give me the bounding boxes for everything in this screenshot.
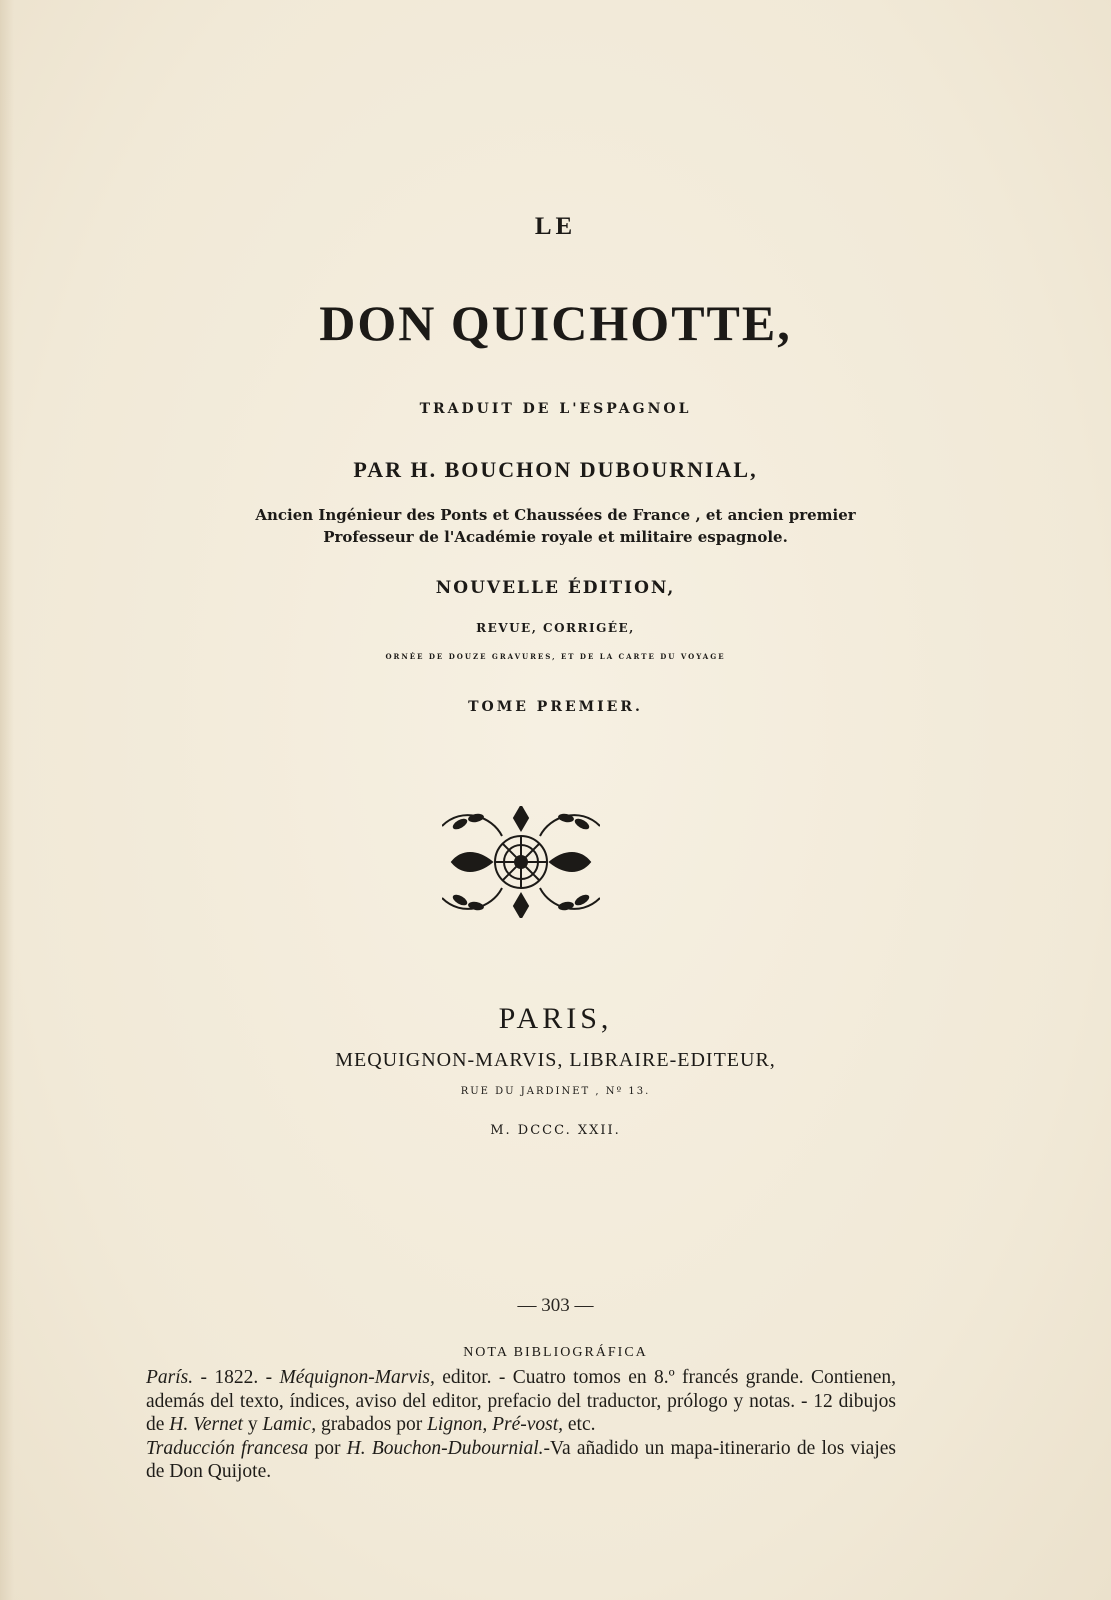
illustrations-label: ORNÉE DE DOUZE GRAVURES, ET DE LA CARTE DU VOYAGE	[385, 652, 726, 661]
note-paragraph-1	[146, 1366, 896, 1437]
book-title: DON QUICHOTTE,	[319, 295, 792, 351]
bibliographic-note	[146, 1366, 896, 1484]
note-text: etc.	[563, 1414, 596, 1435]
note-text: por	[308, 1437, 347, 1459]
translation-note: TRADUIT DE L'ESPAGNOL	[419, 401, 692, 417]
publisher-address: RUE DU JARDINET , Nº 13.	[460, 1086, 651, 1097]
note-translator: H. Bouchon-Dubournial.	[346, 1437, 544, 1459]
edition-label: NOUVELLE ÉDITION,	[435, 578, 676, 598]
note-text: grabados por	[316, 1414, 428, 1435]
note-artist: Lamic,	[262, 1414, 317, 1435]
translator-description-line-2: Professeur de l'Académie royale et militaire espagnole.	[323, 528, 788, 546]
note-text: editor. - Cuatro tomos en 8.º francés grande. Contienen, además del texto, índices, aviso del editor, prefacio del traductor, prólogo y notas. - 12 dibujos de	[146, 1367, 896, 1435]
translator-description-line-1: Ancien Ingénieur des Ponts et Chaussées de France , et ancien premier	[255, 506, 856, 524]
note-heading: NOTA BIBLIOGRÁFICA	[463, 1345, 648, 1360]
note-publisher: Méquignon-Marvis,	[279, 1367, 435, 1388]
note-place: París.	[146, 1367, 194, 1388]
publication-city: PARIS,	[498, 1002, 613, 1035]
translator-name: PAR H. BOUCHON DUBOURNIAL,	[353, 457, 758, 482]
note-text: -Va añadido un mapa-itinerario de los viajes de Don Quijote.	[146, 1437, 896, 1482]
note-artist: H. Vernet	[169, 1414, 243, 1435]
note-text: - 1822. -	[193, 1367, 280, 1388]
publisher-name: MEQUIGNON-MARVIS, LIBRAIRE-EDITEUR,	[335, 1049, 776, 1071]
note-engravers: Lignon, Pré-vost,	[427, 1414, 564, 1435]
note-paragraph-2	[146, 1437, 896, 1484]
note-text: y	[242, 1414, 263, 1435]
revision-label: REVUE, CORRIGÉE,	[476, 621, 635, 635]
floral-vignette-icon	[442, 806, 600, 918]
page-number: — 303 —	[517, 1295, 594, 1316]
publication-year: M. DCCC. XXII.	[490, 1123, 621, 1138]
translator-description	[0, 504, 1111, 548]
volume-label: TOME PREMIER.	[468, 699, 643, 715]
title-article: LE	[534, 213, 577, 240]
note-translation-label: Traducción francesa	[146, 1437, 309, 1459]
